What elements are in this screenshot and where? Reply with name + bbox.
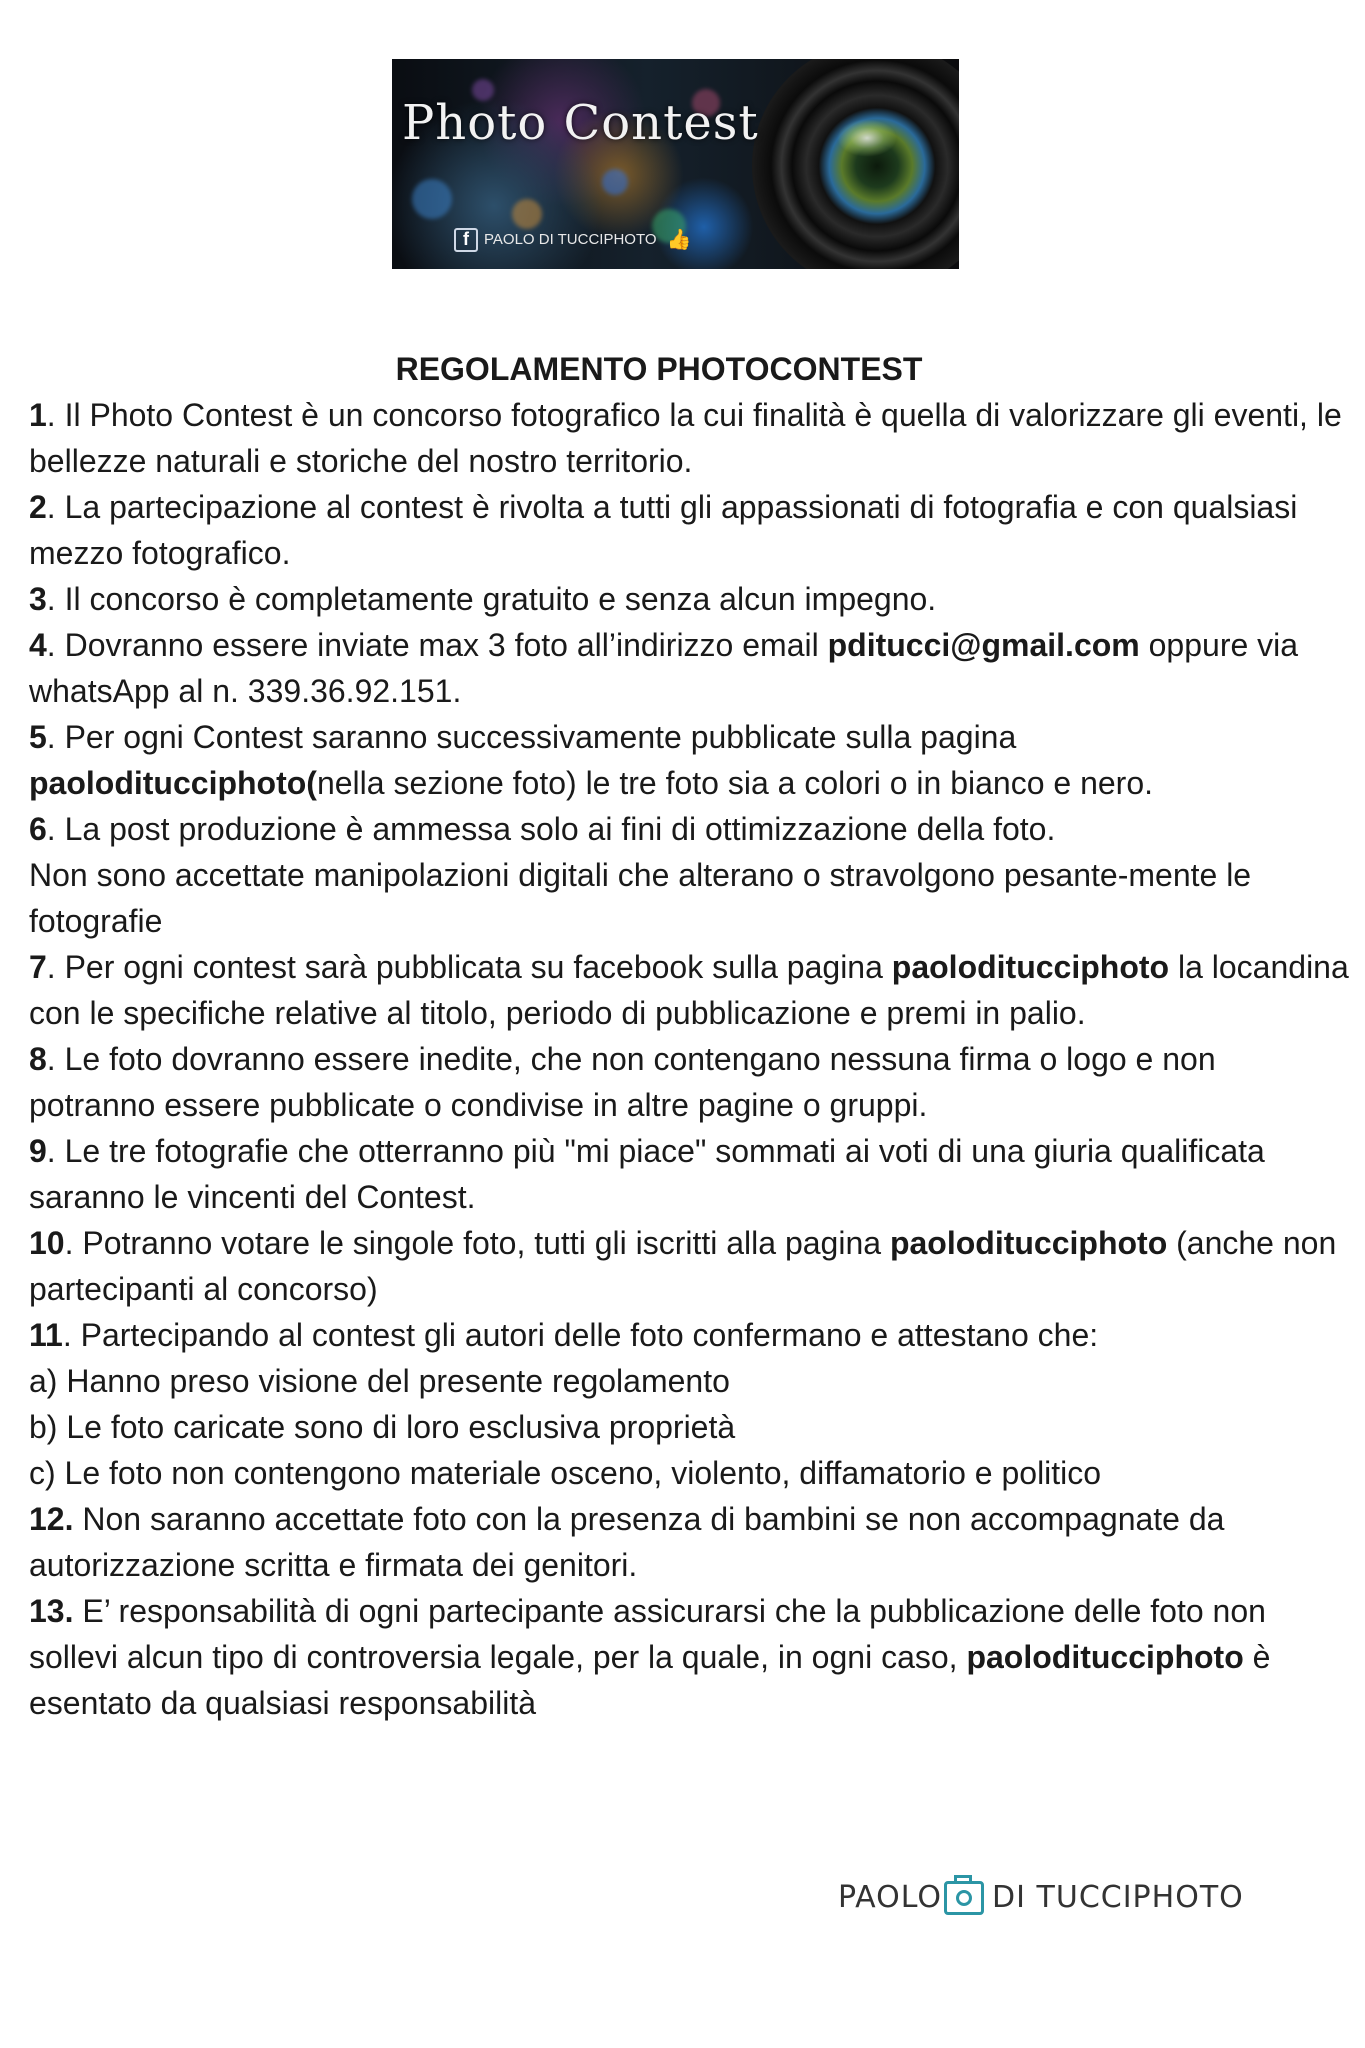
lens-highlight [837,119,897,157]
footer-brand-left: PAOLO [838,1880,943,1915]
rule-number: 5 [29,719,47,755]
rule-item [29,806,1349,944]
bokeh-light [412,179,452,219]
rule-number-separator: . [46,811,56,847]
rule-number-separator: . [46,949,56,985]
banner-footer [454,227,691,252]
rule-number: 2 [29,489,47,525]
rule-text: oppure via whatsApp al n. 339.36.92.151. [29,627,1299,709]
rules-list [29,392,1349,1726]
photo-contest-banner [392,59,959,269]
page-title: REGOLAMENTO PHOTOCONTEST [395,351,923,387]
rule-number: 10 [29,1225,65,1261]
rule-highlight: paoloditucciphoto [889,1225,1168,1261]
rule-number: 8 [29,1041,47,1077]
rule-number-separator: . [64,1225,74,1261]
rule-item [29,1128,1349,1220]
rule-text: (anche non partecipanti al concorso) [29,1225,1337,1307]
rule-text: Dovranno essere inviate max 3 foto all’indirizzo email [55,627,828,663]
bokeh-light [602,169,628,195]
rule-item [29,944,1349,1036]
rule-number: 3 [29,581,47,617]
rule-text: Per ogni contest sarà pubblicata su facebook sulla pagina [55,949,892,985]
rules-section [29,346,1349,1726]
rule-highlight: paoloditucciphoto( [29,765,317,801]
rule-text: è esentato da qualsiasi responsabilità [29,1639,1271,1721]
rule-item [29,576,1349,622]
rule-number-separator: . [46,719,56,755]
rule-item [29,392,1349,484]
rule-text: b) Le foto caricate sono di loro esclusiva proprietà [29,1409,736,1445]
rule-item [29,484,1349,576]
rule-text: a) Hanno preso visione del presente regolamento [29,1363,730,1399]
facebook-icon: f [454,228,478,252]
camera-lens-graphic [752,59,959,269]
rule-number: 12. [29,1501,74,1537]
rule-text: E’ responsabilità di ogni partecipante assicurarsi che la pubblicazione delle foto non sollevi alcun tipo di controversia legale, per la quale, in ogni caso, [29,1593,1266,1675]
banner-title: Photo Contest [402,95,759,151]
rule-text: La partecipazione al contest è rivolta a tutti gli appassionati di fotografia e con qualsiasi mezzo fotografico. [29,489,1298,571]
rule-number-separator: . [46,1041,56,1077]
rule-item [29,1312,1349,1496]
rule-number-separator: . [46,489,56,525]
rule-number-separator: . [46,1133,56,1169]
footer-logo [838,1880,1244,1915]
rule-text: Le tre fotografie che otterranno più "mi piace" sommati ai voti di una giuria qualificata saranno le vincenti del Contest. [29,1133,1265,1215]
rule-text: Potranno votare le singole foto, tutti gli iscritti alla pagina [73,1225,890,1261]
rule-number-separator: . [46,581,56,617]
rule-text: Non sono accettate manipolazioni digitali che alterano o stravolgono pesante-mente le fotografie [29,857,1252,939]
rule-text: la locandina con le specifiche relative al titolo, periodo di pubblicazione e premi in palio. [29,949,1349,1031]
rule-number-separator: . [46,397,56,433]
rule-text: La post produzione è ammessa solo ai fini di ottimizzazione della foto. [55,811,1056,847]
rule-item [29,714,1349,806]
footer-brand-right: DI TUCCIPHOTO [992,1880,1244,1915]
rule-text: Le foto dovranno essere inedite, che non contengano nessuna firma o logo e non potranno essere pubblicate o condivise in altre pagine o gruppi. [29,1041,1216,1123]
rule-number-separator: . [46,627,56,663]
rule-text: Il concorso è completamente gratuito e senza alcun impegno. [55,581,937,617]
rule-number: 13. [29,1593,74,1629]
rule-text: nella sezione foto) le tre foto sia a colori o in bianco e nero. [316,765,1153,801]
rule-item [29,1036,1349,1128]
rule-item [29,1220,1349,1312]
rule-number: 4 [29,627,47,663]
banner-footer-text: PAOLO DI TUCCIPHOTO [484,231,657,248]
rule-text: Partecipando al contest gli autori delle foto confermano e attestano che: [71,1317,1099,1353]
rule-item [29,1496,1349,1588]
rule-text: Il Photo Contest è un concorso fotografico la cui finalità è quella di valorizzare gli eventi, le bellezze naturali e storiche del nostro territorio. [29,397,1342,479]
rule-item [29,1588,1349,1726]
rule-highlight: pditucci@gmail.com [827,627,1140,663]
thumbs-up-icon: 👍 [666,229,692,251]
rule-item [29,622,1349,714]
rule-number: 9 [29,1133,47,1169]
bokeh-light [512,199,542,229]
rule-highlight: paoloditucciphoto [891,949,1170,985]
rule-number-separator: . [62,1317,72,1353]
rule-number: 11 [29,1317,63,1353]
rule-text: Per ogni Contest saranno successivamente pubblicate sulla pagina [55,719,1017,755]
rule-text: Non saranno accettate foto con la presenza di bambini se non accompagnate da autorizzazione scritta e firmata dei genitori. [29,1501,1225,1583]
rule-text: c) Le foto non contengono materiale osceno, violento, diffamatorio e politico [29,1455,1102,1491]
camera-icon [944,1881,984,1915]
rule-highlight: paoloditucciphoto [966,1639,1244,1675]
rule-number: 7 [29,949,47,985]
rule-number: 1 [29,397,47,433]
rule-number: 6 [29,811,47,847]
